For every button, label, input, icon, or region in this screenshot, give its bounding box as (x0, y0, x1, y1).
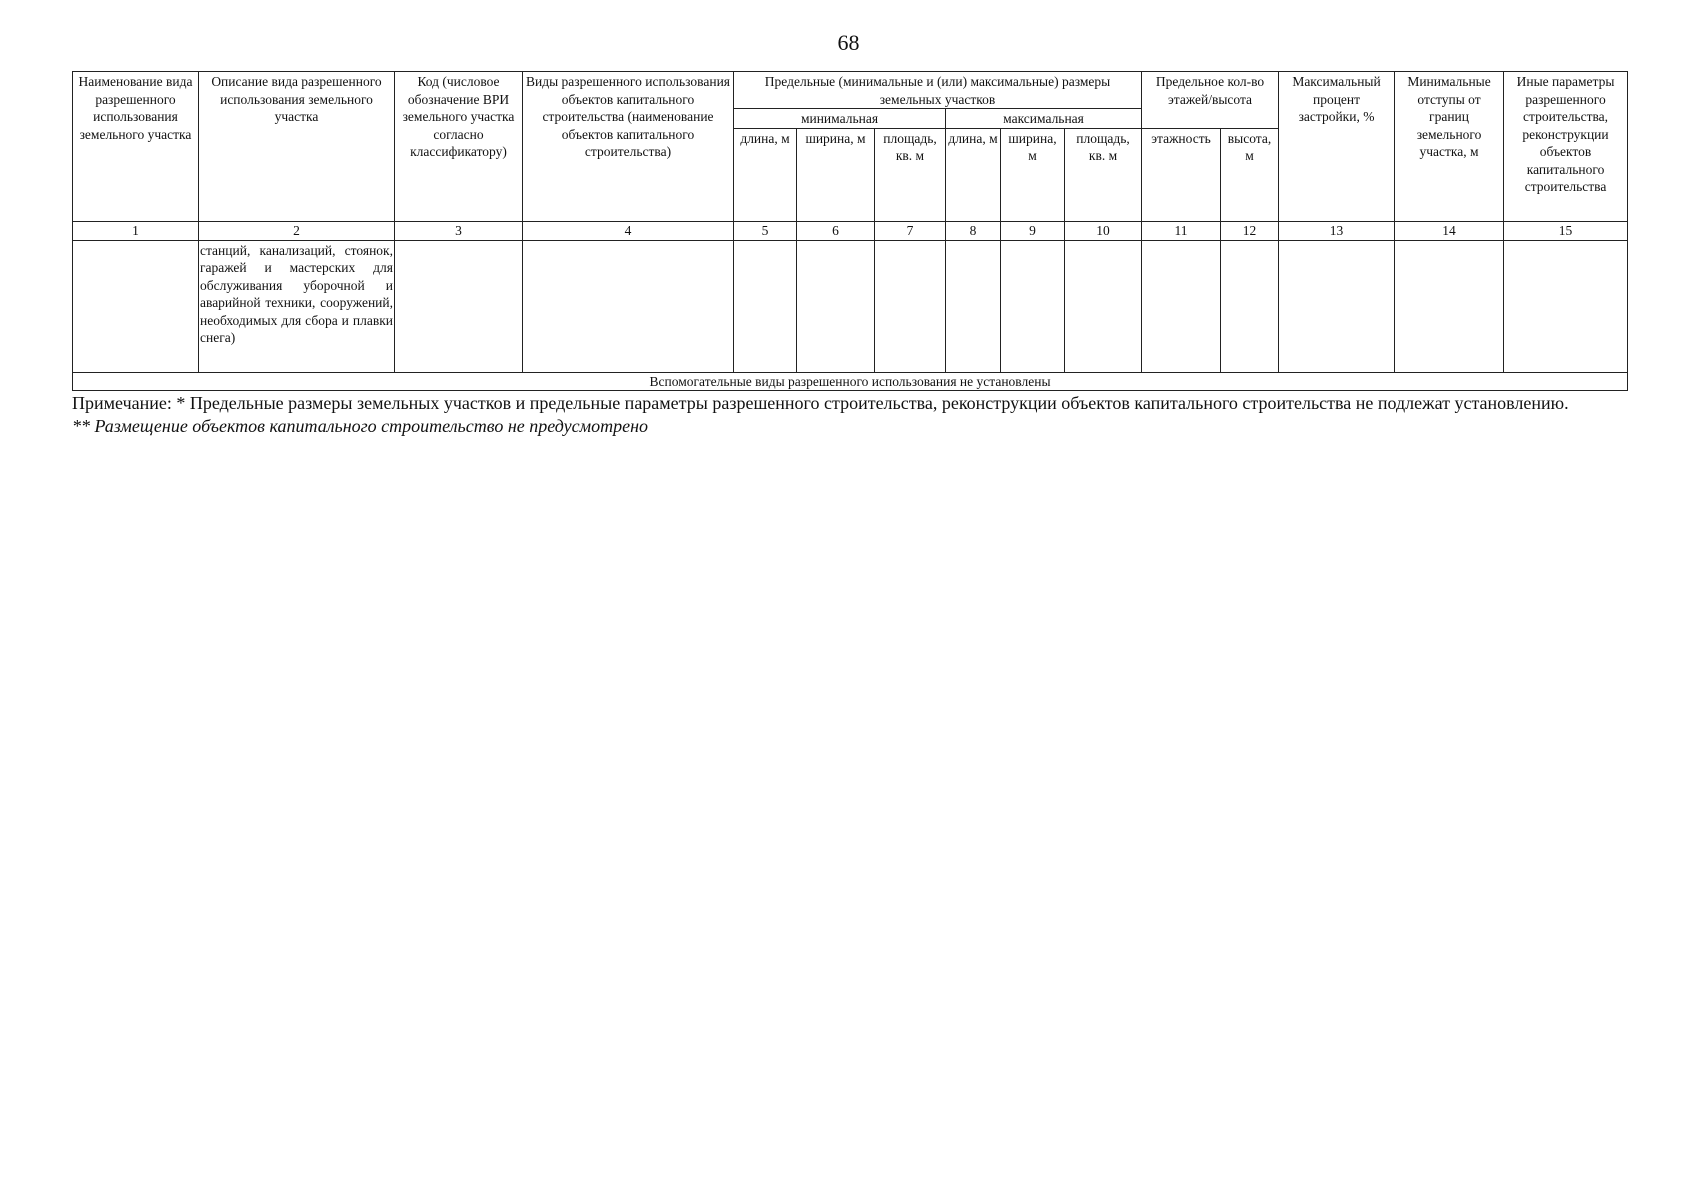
column-number: 15 (1504, 221, 1628, 240)
header-min-setbacks: Минимальные отступы от границ земельного участка, м (1395, 72, 1504, 222)
cell-land-use-description: станций, канализаций, стоянок, гаражей и мастерских для обслуживания уборочной и аварийной техники, сооружений, необходимых для сбора и плавки снега) (199, 240, 395, 372)
header-height: высота, м (1221, 128, 1279, 221)
column-number: 3 (395, 221, 523, 240)
cell-min-width (797, 240, 875, 372)
cell-code (395, 240, 523, 372)
column-number: 4 (523, 221, 734, 240)
auxiliary-uses-text: Вспомогательные виды разрешенного использования не установлены (73, 372, 1628, 391)
cell-height (1221, 240, 1279, 372)
footnote-line-2: ** Размещение объектов капитального строительство не предусмотрено (72, 416, 649, 437)
column-number: 5 (734, 221, 797, 240)
column-number: 10 (1065, 221, 1142, 240)
cell-construction-types (523, 240, 734, 372)
column-number: 13 (1279, 221, 1395, 240)
footnote (72, 392, 1627, 439)
column-number: 12 (1221, 221, 1279, 240)
column-number: 14 (1395, 221, 1504, 240)
cell-land-use-name (73, 240, 199, 372)
header-land-use-name: Наименование вида разрешенного использования земельного участка (73, 72, 199, 222)
header-max-width: ширина, м (1001, 128, 1065, 221)
header-other-parameters: Иные параметры разрешенного строительства, реконструкции объектов капитального строительства (1504, 72, 1628, 222)
header-min-width: ширина, м (797, 128, 875, 221)
header-min-length: длина, м (734, 128, 797, 221)
cell-max-width (1001, 240, 1065, 372)
cell-max-length (946, 240, 1001, 372)
cell-min-area (875, 240, 946, 372)
table-row (73, 240, 1628, 372)
header-plot-size-limits: Предельные (минимальные и (или) максимальные) размеры земельных участков (734, 72, 1142, 109)
cell-floors (1142, 240, 1221, 372)
column-number: 9 (1001, 221, 1065, 240)
column-number: 7 (875, 221, 946, 240)
header-land-use-description: Описание вида разрешенного использования земельного участка (199, 72, 395, 222)
land-use-table (72, 71, 1628, 391)
auxiliary-uses-row (73, 372, 1628, 391)
cell-other-parameters (1504, 240, 1628, 372)
cell-min-length (734, 240, 797, 372)
column-number: 8 (946, 221, 1001, 240)
column-number: 6 (797, 221, 875, 240)
header-max-length: длина, м (946, 128, 1001, 221)
footnote-line-1: Примечание: * Предельные размеры земельных участков и предельные параметры разрешенного строительства, реконструкции объектов капитального строительства не подлежат установлению. (72, 393, 1569, 413)
header-maximum: максимальная (946, 109, 1142, 129)
header-floors: этажность (1142, 128, 1221, 221)
column-number: 2 (199, 221, 395, 240)
header-max-area: площадь, кв. м (1065, 128, 1142, 221)
header-code: Код (числовое обозначение ВРИ земельного участка согласно классификатору) (395, 72, 523, 222)
header-max-built-percent: Максимальный процент застройки, % (1279, 72, 1395, 222)
column-number: 11 (1142, 221, 1221, 240)
column-number: 1 (73, 221, 199, 240)
header-minimum: минимальная (734, 109, 946, 129)
header-min-area: площадь, кв. м (875, 128, 946, 221)
cell-max-area (1065, 240, 1142, 372)
page-number: 68 (837, 30, 860, 55)
column-number-row (73, 221, 1628, 240)
header-floors-height-limit: Предельное кол-во этажей/высота (1142, 72, 1279, 129)
cell-min-setbacks (1395, 240, 1504, 372)
header-construction-types: Виды разрешенного использования объектов капитального строительства (наименование объектов капитального строительства) (523, 72, 734, 222)
cell-max-built-percent (1279, 240, 1395, 372)
